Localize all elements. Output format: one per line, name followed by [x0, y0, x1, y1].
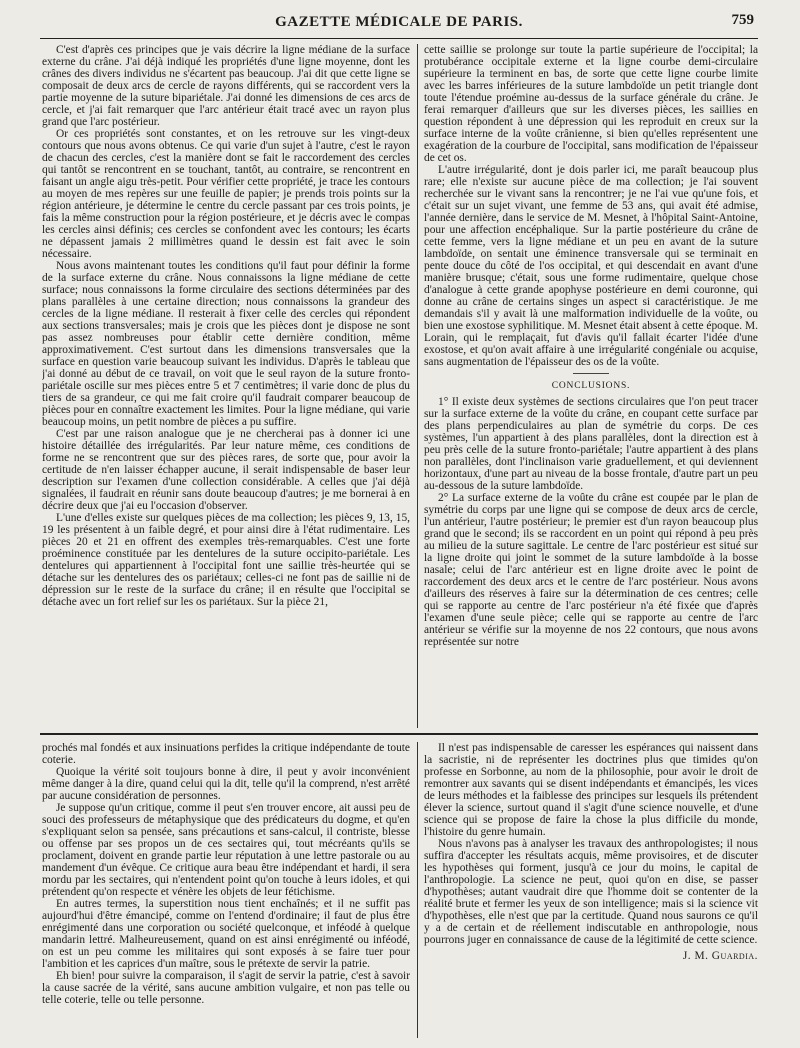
- page-header: [40, 10, 758, 36]
- column-divider: [417, 44, 418, 728]
- paragraph: Eh bien! pour suivre la comparaison, il s'agit de servir la patrie, c'est à savoir la cause sacrée de la vérité, sans aucune ambition vulgaire, et non pas telle ou telle coterie, telle ou telle personne.: [42, 970, 410, 1006]
- top-right-column: [424, 44, 758, 728]
- column-divider: [417, 742, 418, 1038]
- paragraph: Il n'est pas indispensable de caresser les espérances qui naissent dans la sacristie, ni de représenter les doctrines plus que timides qu'on professe en Sorbonne, au nom de la philosophie, pour avoir le droit de remontrer aux savants qui se disent indépendants et émancipés, les vices de leurs méthodes et la faiblesse des principes sur lesquels ils prétendent élever la science, surtout quand il s'agit d'une science nouvelle, et d'une science qui se propose de faire la chose la plus difficile du monde, l'histoire du genre humain.: [424, 742, 758, 838]
- paragraph: Nous n'avons pas à analyser les travaux des anthropologistes; il nous suffira d'accepter les résultats acquis, même provisoires, et de discuter les hypothèses qui forment, jusqu'à ce jour du moins, le capital de l'anthropologie. La science ne peut, quoi qu'on en dise, se passer d'hypothèses; autant vaudrait dire que l'homme doit se contenter de la réalité brute et fermer les yeux de son intelligence; mais si la science vit d'hypothèses, elle n'est que par la certitude. Quand nous saurons ce qu'il y a de certain et de réellement indiscutable en anthropologie, nous pourrons juger en connaissance de cause de la légitimité de cette science.: [424, 838, 758, 946]
- paragraph: Or ces propriétés sont constantes, et on les retrouve sur les vingt-deux contours que nous avons obtenus. Ce qui varie d'un sujet à l'autre, c'est le rayon de chacun des cercles, c'est la manière dont se fait le raccordement des cercles qui tantôt se rencontrent en se touchant, tantôt, au contraire, se rencontrent en faisant un angle aigu très-petit. Pour vérifier cette propriété, je trace les contours au moyen de mes repères sur une feuille de papier; je prends trois points sur la région antérieure, je détermine le centre du cercle passant par ces trois points, je fais la même construction pour la région postérieure, et je décris avec le compas les cercles ainsi définis; ces cercles se confondent avec les contours; les écarts ne dépassent jamais 2 millimètres quand le dessin est fait avec le soin nécessaire.: [42, 128, 410, 260]
- paragraph: 1° Il existe deux systèmes de sections circulaires que l'on peut tracer sur la surface externe de la voûte du crâne, en coupant cette surface par des plans perpendiculaires au plan de symétrie du corps. De ces systèmes, l'un appartient à des plans parallèles, dont la direction est à peu près celle de la suture fronto-pariétale; l'autre appartient à des plans non parallèles, dont l'inclinaison varie graduellement, et qui deviennent horizontaux, d'une part au niveau de la bosse frontale, d'autre part un peu au-dessous de la suture lambdoïde.: [424, 396, 758, 492]
- paragraph: C'est par une raison analogue que je ne chercherai pas à donner ici une histoire détaillée des irrégularités. Par leur nature même, ces conditions de forme ne se rencontrent que sur des pièces rares, de sorte que, pour avoir la certitude de n'en laisser échapper aucune, il serait indispensable de baser leur description sur l'examen d'une collection considérable. A celles que j'ai déjà signalées, il faudrait en réunir sans doute beaucoup d'autres; je me bornerai à en décrire deux que j'ai eu l'occasion d'observer.: [42, 428, 410, 512]
- paragraph: prochés mal fondés et aux insinuations perfides la critique indépendante de toute coterie.: [42, 742, 410, 766]
- bottom-right-column: [424, 742, 758, 1038]
- header-rule: [40, 38, 758, 39]
- bottom-left-column: [42, 742, 410, 1038]
- paragraph: Nous avons maintenant toutes les conditions qu'il faut pour définir la forme de la surface externe du crâne. Nous connaissons la ligne médiane de cette surface; nous connaissons la forme circulaire des sections déterminées par des plans parallèles à une certaine direction; nous connaissons la grandeur des cercles de la ligne médiane. Il resterait à fixer celle des cercles qui répondent aux sections transversales; mais je crois que les pièces dont je dispose ne sont pas assez nombreuses pour établir cette dernière condition, même approximativement. C'est surtout dans les dimensions transversales que la surface en question varie beaucoup suivant les individus. D'après le tableau que j'ai donné au début de ce travail, on voit que le seul rayon de la suture fronto-pariétale oscille sur mes pièces entre 5 et 7 centimètres; il varie donc de plus du tiers de sa grandeur, ce qui me fait croire qu'il faudrait comparer beaucoup de pièces pour en connaître exactement les limites. Pour la ligne médiane, qui varie beaucoup moins, un petit nombre de pièces a pu suffire.: [42, 260, 410, 428]
- paragraph: En autres termes, la superstition nous tient enchaînés; et il ne suffit pas aujourd'hui d'être émancipé, comme on l'entend d'ordinaire; il faut de plus être enrégimenté dans une corporation ou société quelconque, et inféodé à quelque mandarin lettré. Malheureusement, quand on est ainsi enrégimenté ou inféodé, on est un peu comme les militaires qui sont exposés à se faire tuer pour l'ambition et les caprices d'un maître, sous le prétexte de servir la patrie.: [42, 898, 410, 970]
- page-number: 759: [731, 12, 754, 28]
- journal-title: GAZETTE MÉDICALE DE PARIS.: [275, 14, 523, 30]
- paragraph: L'autre irrégularité, dont je dois parler ici, me paraît beaucoup plus rare; elle n'existe sur aucune pièce de ma collection; je l'ai souvent recherchée sur le vivant sans la rencontrer; je ne l'ai vue qu'une fois, et c'était sur un sujet vivant, une femme de 53 ans, qui avait été admise, l'année dernière, dans le service de M. Mesnet, à l'hôpital Saint-Antoine, pour une affection encéphalique. Sur la partie postérieure du crâne de cette femme, vers la ligne médiane et un peu en avant de la suture lambdoïde, on sentait une éminence transversale qui se terminait en pente douce du côté de l'os occipital, et qui descendait en avant d'une manière brusque; c'était, sous une forme rudimentaire, quelque chose d'analogue à cette grande apophyse postérieure en demi couronne, qui donne au crâne de certains singes un aspect si caractéristique. Je me demandais s'il y avait là une malformation individuelle de la voûte, ou bien une exostose syphilitique. M. Mesnet était absent à cette époque. M. Lorain, qui le remplaçait, fut d'avis qu'il fallait écarter l'idée d'une exostose, et qu'on avait affaire à une irrégularité congéniale ou acquise, sans augmentation de l'épaisseur des os de la voûte.: [424, 164, 758, 368]
- paragraph: Je suppose qu'un critique, comme il peut s'en trouver encore, ait aussi peu de souci des professeurs de métaphysique que des prédicateurs du dogme, et qu'en s'expliquant selon sa pensée, sans précautions et sans-calcul, il contriste, blesse ou offense par ses propos un de ces sectaires qui, tout mécréants qu'ils se proclament, doivent en grande partie leur réputation à une lettre pastorale ou au mandement d'un évêque. Ce critique aura beau être indépendant et hardi, il sera mordu par les sectaires, qui n'entendent point qu'on touche à leurs idoles, et qui prétendent qu'on respecte et vénère les objets de leur fétichisme.: [42, 802, 410, 898]
- paragraph: Quoique la vérité soit toujours bonne à dire, il peut y avoir inconvénient même danger à la dire, quand celui qui la dit, telle qu'il la comprend, n'est arrêté par aucune considération de personnes.: [42, 766, 410, 802]
- paragraph: cette saillie se prolonge sur toute la partie supérieure de l'occipital; la protubérance occipitale externe et la ligne courbe demi-circulaire supérieure la terminent en bas, de sorte que cette ligne courbe limite avec les barres inférieures de la suture lambdoïde un petit triangle dont toute l'étendue proémine au-dessus de la surface générale du crâne. Je ferai remarquer d'ailleurs que sur les diverses pièces, les saillies en question répondent à une dépression qui les reproduit en creux sur la surface interne de la voûte crânienne, si bien qu'elles représentent une exagération de la courbure de l'occipital, sans modification de l'épaisseur de cet os.: [424, 44, 758, 164]
- paragraph: L'une d'elles existe sur quelques pièces de ma collection; les pièces 9, 13, 15, 19 les présentent à un faible degré, et pour ainsi dire à l'état rudimentaire. Les pièces 20 et 21 en offrent des exemples très-remarquables. C'est une forte proéminence constituée par les dentelures de la suture occipito-pariétale. Les dentelures qui appartiennent à l'occipital font une saillie très-heurtée qui se détache sur les dentelures des os pariétaux; celles-ci ne font pas de saillie ni de dépression sur le reste de la surface du crâne; il en résulte que l'occipital se détache avec un fort relief sur les os pariétaux. Sur la pièce 21,: [42, 512, 410, 608]
- feuilleton-rule: [40, 733, 758, 735]
- paragraph: C'est d'après ces principes que je vais décrire la ligne médiane de la surface externe du crâne. J'ai déjà indiqué les propriétés d'une ligne moyenne, dont les crânes des divers individus ne s'écartent pas beaucoup. J'ai dit que cette ligne se composait de deux arcs de cercle de rayons différents, qui se raccordent vers la partie moyenne de la suture bipariétale. J'ai donné les dimensions de ces arcs de cercle, et j'ai fait remarquer que l'arc antérieur était tracé avec un rayon plus grand que l'arc postérieur.: [42, 44, 410, 128]
- top-left-column: [42, 44, 410, 728]
- conclusions-heading: CONCLUSIONS.: [551, 381, 631, 391]
- author-signature: J. M. Guardia.: [682, 950, 758, 962]
- section-rule: [573, 373, 609, 374]
- paragraph: 2° La surface externe de la voûte du crâne est coupée par le plan de symétrie du corps par une ligne qui se compose de deux arcs de cercle, l'un antérieur, l'autre postérieur; le premier est d'un rayon beaucoup plus grand que le second; ils se raccordent en un point qui répond à peu près au milieu de la suture sagittale. Le centre de l'arc postérieur est situé sur la ligne droite qui joint le sommet de la suture lambdoïde à la bosse nasale; celui de l'arc antérieur est en ligne droite avec le point de raccordement des deux arcs et le centre de l'arc postérieur. Nous avons d'ailleurs des réserves à faire sur la détermination de ces centres; celle qui se rapporte au centre de l'arc postérieur n'a été fixée que d'après l'examen d'une seule pièce; celle qui se rapporte au centre de l'arc antérieur se vérifie sur la moyenne de nos 22 contours, que nous avons représentée sur notre: [424, 492, 758, 648]
